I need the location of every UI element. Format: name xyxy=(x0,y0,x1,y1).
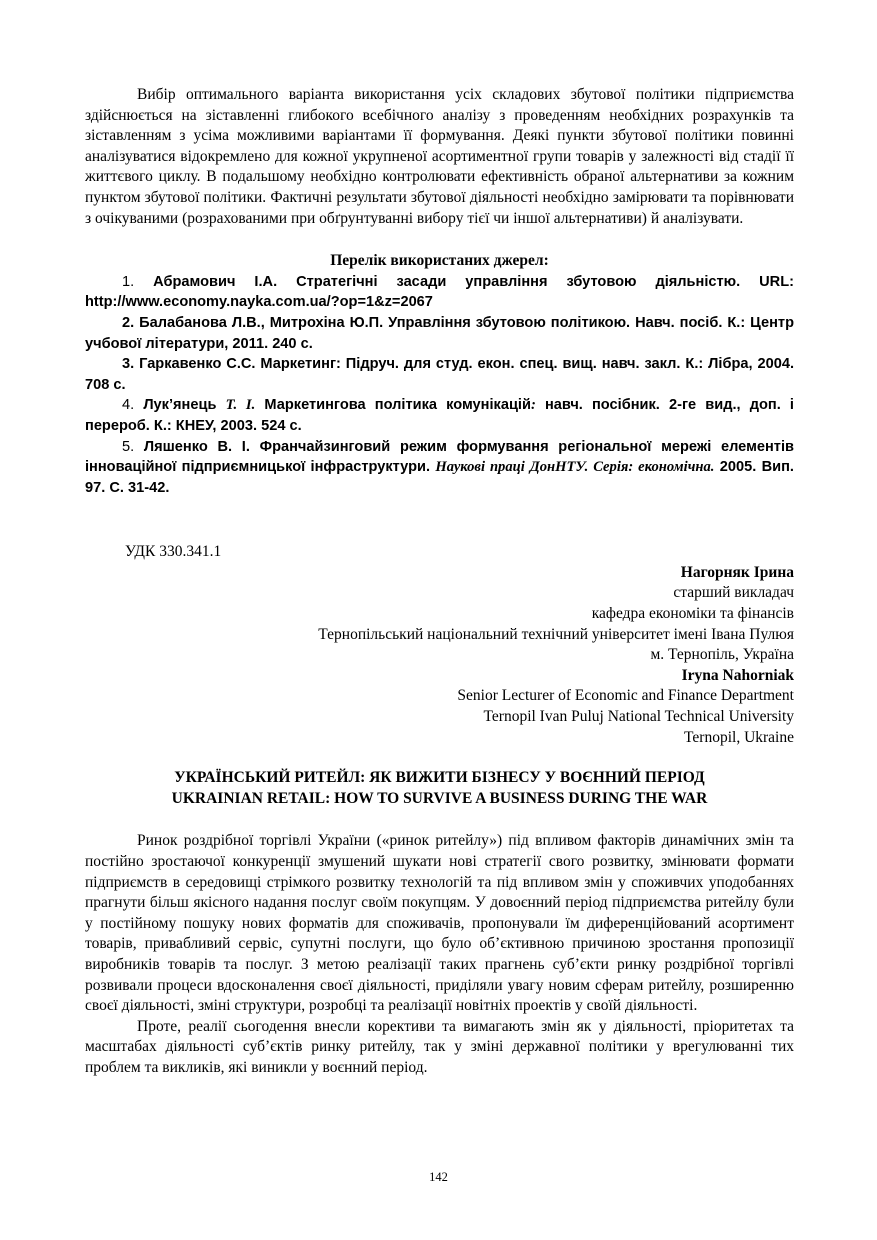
reference-item-4 xyxy=(85,395,794,436)
reference-colon: : xyxy=(530,397,536,414)
intro-paragraph: Вибір оптимального варіанта використання усіх складових збутової політики підприємства здійснюється на зіставленні глибокого всебічного аналізу з проведенням необхідних розрахунків та зіставленням з усіма можливими варіантами її формування. Деякі пункти збутової політики повинні аналізуватися відокремлено для кожної укрупненої асортиментної групи товарів у залежності від стадії її життєвого циклу. В подальшому необхідно контролювати ефективність обраної альтернативи за кожним пунктом збутової політики. Фактичні результати збутової діяльності необхідно замірювати та порівнювати з очікуваними (розрахованими при обґрунтуванні вибору тієї чи іншої альтернативи) й аналізувати. xyxy=(85,86,794,227)
document-page xyxy=(85,85,794,1079)
author-department-ua: кафедра економіки та фінансів xyxy=(591,605,794,623)
author-position-en: Senior Lecturer of Economic and Finance Department xyxy=(457,687,794,705)
reference-text: Балабанова Л.В., Митрохіна Ю.П. Управління збутовою політикою. Навч. посіб. К.: Центр учбової літератури, 2011. 240 с. xyxy=(85,314,794,352)
reference-text-c: навч. посібник. 2-ге вид., доп. і перероб. К.: КНЕУ, 2003. 524 с. xyxy=(85,397,794,434)
author-block xyxy=(85,563,794,748)
reference-number: 4. xyxy=(122,397,135,414)
article-title xyxy=(85,768,794,809)
reference-text-c: 2005. Вип. 97. С. 31-42. xyxy=(85,459,794,496)
udc-code: УДК 330.341.1 xyxy=(125,543,222,561)
author-city-en: Ternopil, Ukraine xyxy=(684,728,794,746)
body-paragraph-1: Ринок роздрібної торгівлі України («ринок ритейлу») під впливом факторів динамічних змін та постійно зростаючої конкуренції змушений шукати нові стратегії свого розвитку, змінювати формати підприємств в середовищі стрімкого розвитку технологій та під впливом змін у споживчих уподобаннях прагнути більш якісного надання послуг своїм покупцям. У довоєнний період підприємства ритейлу були у постійному пошуку нових форматів для споживачів, пропонували їм диференційований асортимент товарів, привабливий сервіс, супутні послуги, що було об’єктивною причиною зростання пропозиції виробників товарів та послуг. З метою реалізації таких прагнень суб’єкти ринку роздрібної торгівлі розвивали процеси вдосконалення своєї діяльності, приділяли увагу новим сферам ритейлу, розширенню своєї діяльності, зміні структури, розробці та реалізації новітніх проектів у своїй діяльності. xyxy=(85,832,794,1015)
reference-number: 1. xyxy=(122,273,135,290)
page-number: 142 xyxy=(429,1170,448,1184)
author-name-en: Iryna Nahorniak xyxy=(681,666,794,684)
reference-text-a: Ляшенко В. І. Франчайзинговий режим формування регіональної мережі елементів інноваційної підприємницької інфраструктури. xyxy=(85,438,794,476)
reference-text: Абрамович І.А. Стратегічні засади управління збутовою діяльністю. URL: http://www.economy.nayka.com.ua/?op=1&z=2067 xyxy=(85,273,794,311)
reference-number: 5. xyxy=(122,438,135,455)
body-paragraph-2: Проте, реалії сьогодення внесли корективи та вимагають змін як у діяльності, пріоритетах та масштабах діяльності суб’єктів ринку ритейлу, так у зміні державної політики у врегулюванні тих проблем та викликів, які виникли у воєнний період. xyxy=(85,1017,794,1076)
article-title-ua: УКРАЇНСЬКИЙ РИТЕЙЛ: ЯК ВИЖИТИ БІЗНЕСУ У ВОЄННИЙ ПЕРІОД xyxy=(174,769,705,787)
reference-number: 2. xyxy=(122,314,135,331)
reference-journal: Наукові праці ДонНТУ. Серія: економічна. xyxy=(435,459,715,476)
article-title-en: UKRAINIAN RETAIL: HOW TO SURVIVE A BUSINESS DURING THE WAR xyxy=(171,789,708,807)
references-title: Перелік використаних джерел: xyxy=(330,252,549,270)
reference-author-initials: Т. І. xyxy=(225,397,256,414)
reference-text-b: Маркетингова політика комунікацій xyxy=(255,397,531,414)
author-city-ua: м. Тернопіль, Україна xyxy=(650,646,794,664)
author-university-ua: Тернопільський національний технічний університет імені Івана Пулюя xyxy=(318,625,794,643)
reference-item-2 xyxy=(85,313,794,354)
author-university-en: Ternopil Ivan Puluj National Technical University xyxy=(483,708,794,726)
author-name-ua: Нагорняк Ірина xyxy=(680,563,794,581)
reference-item-3 xyxy=(85,354,794,395)
reference-number: 3. xyxy=(122,356,135,373)
reference-text: Гаркавенко С.С. Маркетинг: Підруч. для студ. екон. спец. вищ. навч. закл. К.: Лібра, 2004. 708 с. xyxy=(85,356,794,393)
reference-text-a: Лук’янець xyxy=(143,397,226,414)
article-body xyxy=(85,831,794,1078)
reference-item-5 xyxy=(85,437,794,499)
reference-item-1 xyxy=(85,272,794,313)
author-position-ua: старший викладач xyxy=(673,584,794,602)
